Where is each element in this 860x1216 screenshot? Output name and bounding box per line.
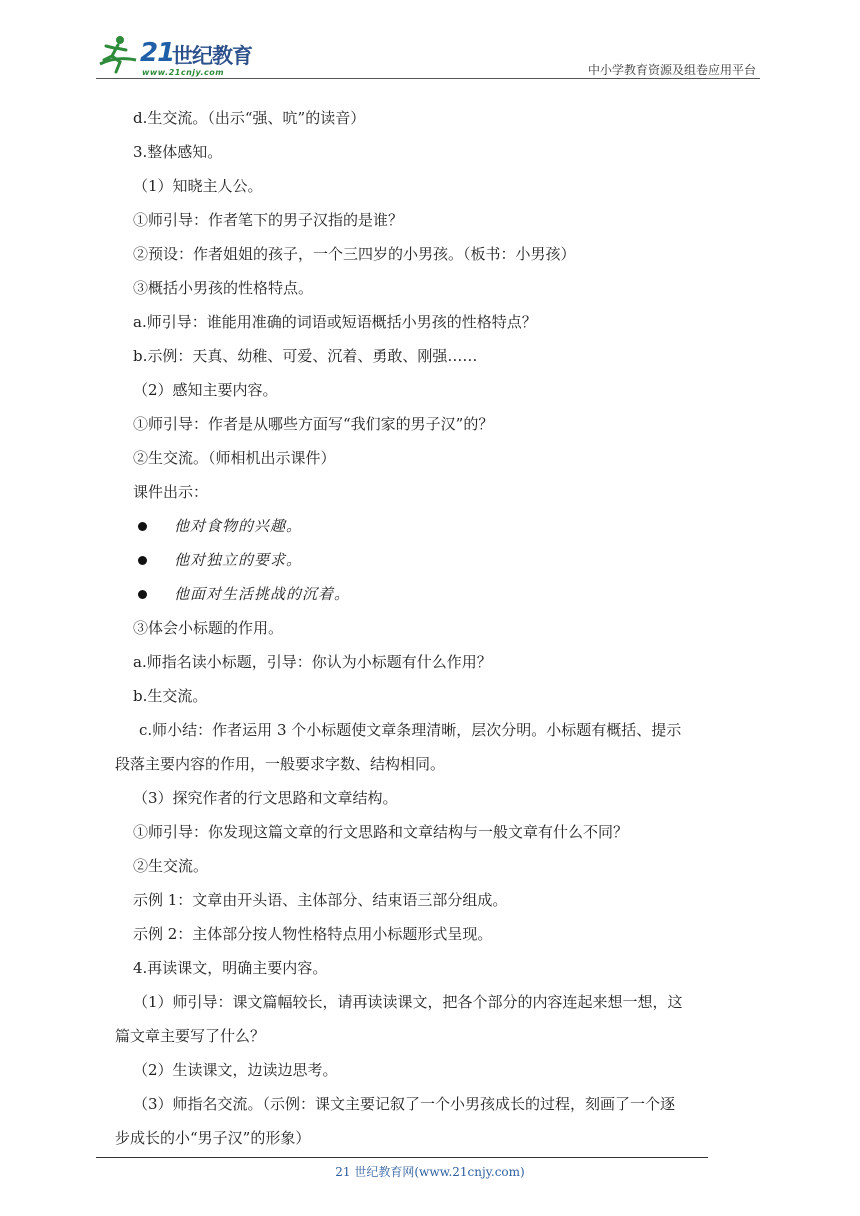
text-line: （2）生读课文，边读边思考。 xyxy=(133,1061,338,1079)
text-line: a.师指名读小标题，引导：你认为小标题有什么作用？ xyxy=(133,653,492,671)
text-line: ③概括小男孩的性格特点。 xyxy=(133,279,314,297)
text-line: ①师引导：你发现这篇文章的行文思路和文章结构与一般文章有什么不同？ xyxy=(133,823,629,841)
text-line: 示例 1：文章由开头语、主体部分、结束语三部分组成。 xyxy=(133,891,508,909)
text-line: （3）探究作者的行文思路和文章结构。 xyxy=(133,789,398,807)
text-line: 示例 2：主体部分按人物性格特点用小标题形式呈现。 xyxy=(133,925,493,943)
text-line: b.示例：天真、幼稚、可爱、沉着、勇敢、刚强…… xyxy=(133,347,478,365)
text-line: ③体会小标题的作用。 xyxy=(133,619,284,637)
bullet-item xyxy=(133,577,768,611)
bullet-text: 他面对生活挑战的沉着。 xyxy=(174,585,351,603)
bullet-dot-icon xyxy=(138,590,147,599)
text-line: d.生交流。（出示“强、吭”的读音） xyxy=(133,109,366,127)
site-logo[interactable] xyxy=(96,34,266,80)
text-line: ②生交流。（师相机出示课件） xyxy=(133,449,336,467)
text-line: ②生交流。 xyxy=(133,857,209,875)
bullet-item xyxy=(133,509,768,543)
bullet-item xyxy=(133,543,768,577)
text-line: 步成长的小“男子汉”的形象） xyxy=(115,1129,311,1147)
bullet-dot-icon xyxy=(138,556,147,565)
text-line: 段落主要内容的作用，一般要求字数、结构相同。 xyxy=(115,755,446,773)
text-line: ①师引导：作者是从哪些方面写“我们家的男子汉”的？ xyxy=(133,415,494,433)
text-line: （1）师引导：课文篇幅较长，请再读读课文，把各个部分的内容连起来想一想，这 xyxy=(133,993,683,1011)
platform-title: 中小学教育资源及组卷应用平台 xyxy=(587,63,756,77)
header-divider xyxy=(96,78,760,79)
bullet-text: 他对食物的兴趣。 xyxy=(174,517,303,535)
runner-logo-icon xyxy=(96,34,142,76)
text-line: 课件出示： xyxy=(133,483,209,501)
text-line: c.师小结：作者运用 3 个小标题使文章条理清晰，层次分明。小标题有概括、提示 xyxy=(139,721,682,739)
text-line: 篇文章主要写了什么？ xyxy=(115,1027,266,1045)
bullet-text: 他对独立的要求。 xyxy=(174,551,303,569)
document-body xyxy=(115,101,768,1155)
text-line: ①师引导：作者笔下的男子汉指的是谁？ xyxy=(133,211,404,229)
logo-name: 世纪教育 xyxy=(172,44,252,68)
text-line: （2）感知主要内容。 xyxy=(133,381,278,399)
text-line: ②预设：作者姐姐的孩子，一个三四岁的小男孩。（板书：小男孩） xyxy=(133,245,576,263)
footer-divider xyxy=(96,1157,708,1158)
bullet-dot-icon xyxy=(138,522,147,531)
text-line: a.师引导：谁能用准确的词语或短语概括小男孩的性格特点？ xyxy=(133,313,537,331)
logo-url: www.21cnjy.com xyxy=(142,68,225,77)
text-line: 4.再读课文，明确主要内容。 xyxy=(133,959,328,977)
logo-number: 21 xyxy=(140,38,175,68)
page-header xyxy=(0,0,860,80)
text-line: b.生交流。 xyxy=(133,687,208,705)
footer-link[interactable]: 21 世纪教育网(www.21cnjy.com) xyxy=(335,1165,525,1179)
text-line: 3.整体感知。 xyxy=(133,143,223,161)
text-line: （3）师指名交流。（示例：课文主要记叙了一个小男孩成长的过程，刻画了一个逐 xyxy=(133,1095,676,1113)
text-line: （1）知晓主人公。 xyxy=(133,177,263,195)
